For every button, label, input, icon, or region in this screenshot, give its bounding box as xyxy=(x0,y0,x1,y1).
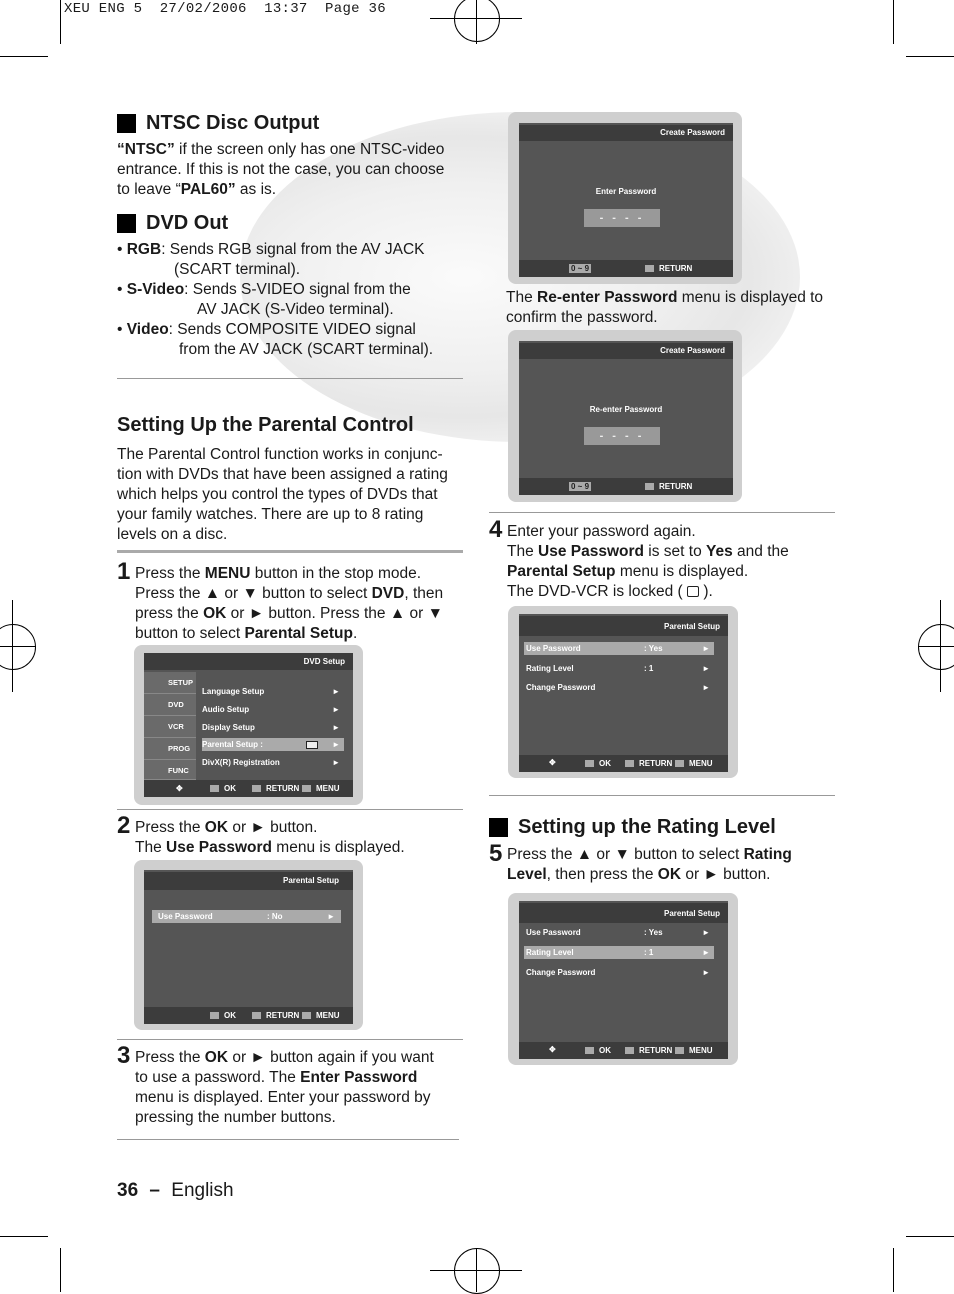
step2-text: Press the OK or ► button. The Use Password menu is displayed. xyxy=(135,819,405,856)
osd-dvd-setup-frame xyxy=(134,645,363,805)
osd-rating-level xyxy=(519,901,728,1059)
reenter-password-label: Re-enter Password xyxy=(589,405,663,414)
osd-parental-setup-yes xyxy=(519,614,728,772)
move-icon: ✥ xyxy=(549,1045,556,1054)
osd-create-password xyxy=(519,123,733,277)
osd-footer-bar: ✥ OK RETURN MENU xyxy=(519,755,728,772)
step1-text: Press the MENU button in the stop mode. Press the ▲ or ▼ button to select DVD, then press the OK or ► button. Press the ▲ or ▼ button to select Parental Setup. xyxy=(135,565,444,642)
osd-title-bar: Parental Setup xyxy=(144,872,353,890)
enter-button-icon xyxy=(585,760,594,767)
crop-mark xyxy=(906,56,954,57)
divider xyxy=(117,378,463,379)
tab-func[interactable]: FUNC xyxy=(144,760,196,780)
section-square-icon xyxy=(117,114,136,133)
step-number: 1 xyxy=(117,558,131,585)
step-number: 5 xyxy=(489,840,503,867)
menu-item-divx[interactable]: DivX(R) Registration ► xyxy=(202,758,340,767)
return-button-icon xyxy=(645,483,654,490)
menu-button-icon xyxy=(302,785,311,792)
dvd-out-list: • RGB: Sends RGB signal from the AV JACK (SCART terminal). • S-Video: Sends S-VIDEO signal from the AV JACK (S-Video terminal). • Video: Sends COMPOSITE VIDEO signal from the AV JACK (SCART terminal). xyxy=(117,241,434,358)
lock-icon xyxy=(306,741,318,749)
menu-item-rating-level[interactable]: Rating Level : 1 ► xyxy=(526,664,710,673)
return-button-icon xyxy=(645,265,654,272)
menu-item-display[interactable]: Display Setup ► xyxy=(202,723,340,732)
number-keys-icon: 0 ~ 9 xyxy=(571,482,590,491)
menu-item-parental[interactable]: Parental Setup : ► xyxy=(202,738,344,751)
step-number: 2 xyxy=(117,812,131,839)
osd-title-bar: Parental Setup xyxy=(519,616,728,636)
osd-title-bar: Create Password xyxy=(519,343,733,359)
menu-button-icon xyxy=(302,1012,311,1019)
password-input[interactable]: - - - - xyxy=(584,427,660,445)
menu-item-use-password[interactable]: Use Password : No ► xyxy=(152,910,341,923)
tab-setup[interactable]: SETUP xyxy=(144,672,196,694)
move-icon: ✥ xyxy=(176,784,183,793)
crop-mark xyxy=(60,1248,61,1292)
step5-text: Press the ▲ or ▼ button to select Rating Level, then press the OK or ► button. xyxy=(507,846,792,883)
osd-parental-setup xyxy=(144,870,353,1024)
lock-icon xyxy=(687,586,699,597)
menu-item-rating-level[interactable]: Rating Level : 1 ► xyxy=(524,946,714,959)
osd-rating-level-frame xyxy=(508,893,738,1065)
osd-parental-setup-yes-frame xyxy=(508,606,738,778)
tab-dvd[interactable]: DVD xyxy=(144,694,196,716)
crop-mark xyxy=(906,1236,954,1237)
step-number: 4 xyxy=(489,516,503,543)
menu-item-use-password[interactable]: Use Password : Yes ► xyxy=(524,642,714,655)
crop-mark xyxy=(893,1248,894,1292)
menu-button-icon xyxy=(675,760,684,767)
section-square-icon xyxy=(117,214,136,233)
tab-vcr[interactable]: VCR xyxy=(144,716,196,738)
divider xyxy=(117,1039,463,1040)
osd-title-bar: Create Password xyxy=(519,125,733,141)
enter-password-label: Enter Password xyxy=(595,187,657,196)
crop-mark xyxy=(60,0,61,44)
return-button-icon xyxy=(625,1047,634,1054)
dvd-out-heading: DVD Out xyxy=(117,212,228,235)
menu-button-icon xyxy=(675,1047,684,1054)
osd-footer-bar: ✥ OK RETURN MENU xyxy=(519,1042,728,1059)
crop-mark xyxy=(0,1236,48,1237)
return-button-icon xyxy=(625,760,634,767)
move-icon: ✥ xyxy=(549,758,556,767)
step-number: 3 xyxy=(117,1042,131,1069)
enter-button-icon xyxy=(210,1012,219,1019)
menu-item-language[interactable]: Language Setup ► xyxy=(202,687,340,696)
crop-mark xyxy=(893,0,894,44)
menu-item-audio[interactable]: Audio Setup ► xyxy=(202,705,340,714)
section-square-icon xyxy=(489,818,508,837)
divider xyxy=(117,550,463,553)
osd-create-password-frame xyxy=(508,112,742,284)
ntsc-paragraph: “NTSC” if the screen only has one NTSC-video entrance. If this is not the case, you can choose to leave “PAL60” as is. xyxy=(117,141,445,198)
menu-item-change-password[interactable]: Change Password ► xyxy=(526,968,710,977)
step3-text: Press the OK or ► button again if you want to use a password. The Enter Password menu is displayed. Enter your password by pressing the number buttons. xyxy=(135,1049,434,1126)
osd-footer-bar: OK RETURN MENU xyxy=(144,1007,353,1024)
divider xyxy=(117,1139,459,1140)
parental-heading: Setting Up the Parental Control xyxy=(117,414,414,436)
osd-title-bar: DVD Setup xyxy=(144,653,353,670)
reenter-paragraph: The Re-enter Password menu is displayed to confirm the password. xyxy=(506,289,824,326)
crop-mark xyxy=(0,56,48,57)
divider xyxy=(489,512,835,513)
enter-button-icon xyxy=(585,1047,594,1054)
osd-footer-bar: 0 ~ 9 RETURN xyxy=(519,478,733,495)
menu-item-use-password[interactable]: Use Password : Yes ► xyxy=(526,928,710,937)
osd-footer-bar: 0 ~ 9 RETURN xyxy=(519,260,733,277)
print-header: XEU ENG 5 27/02/2006 13:37 Page 36 xyxy=(64,1,386,17)
divider xyxy=(117,809,463,810)
osd-dvd-setup xyxy=(144,653,353,797)
return-button-icon xyxy=(252,785,261,792)
osd-footer-bar: ✥ OK RETURN MENU xyxy=(144,780,353,797)
step4-text: Enter your password again. The Use Password is set to Yes and the Parental Setup menu is displayed. The DVD-VCR is locked ( ). xyxy=(507,523,789,600)
osd-parental-setup-frame xyxy=(134,860,363,1030)
password-input[interactable]: - - - - xyxy=(584,209,660,227)
page-footer: 36 – English xyxy=(117,1180,234,1201)
enter-button-icon xyxy=(210,785,219,792)
rating-heading: Setting up the Rating Level xyxy=(489,816,776,839)
return-button-icon xyxy=(252,1012,261,1019)
number-keys-icon: 0 ~ 9 xyxy=(571,264,590,273)
tab-prog[interactable]: PROG xyxy=(144,738,196,760)
menu-item-change-password[interactable]: Change Password ► xyxy=(526,683,710,692)
divider xyxy=(489,795,835,796)
parental-paragraph: The Parental Control function works in conjunc- tion with DVDs that have been assigned a rating which helps you control the types of DVDs that your family watches. There are up to 8 rating levels on a disc. xyxy=(117,446,448,543)
osd-reenter-password xyxy=(519,341,733,495)
osd-title-bar: Parental Setup xyxy=(519,903,728,923)
ntsc-heading: NTSC Disc Output xyxy=(117,112,319,135)
osd-reenter-password-frame xyxy=(508,330,742,502)
